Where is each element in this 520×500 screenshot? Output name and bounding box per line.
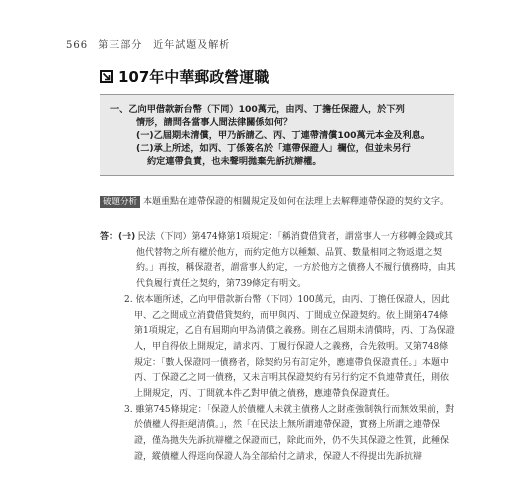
question-sub-2a: (二)承上所述，如丙、丁係簽名於「連帶保證人」欄位，但並未另行 [136, 143, 411, 154]
title-text: 107年中華郵政營運職 [118, 68, 270, 86]
answer-item [100, 403, 456, 466]
analysis-tag: 破題分析 [100, 196, 140, 208]
question-box [100, 94, 454, 176]
question-sub-1: (一)乙屆期未清償，甲乃訴請乙、丙、丁連帶清償100萬元本金及利息。 [136, 130, 431, 141]
answer-item-text: 3. 雖第745條規定：「保證人於債權人未就主債務人之財產強制執行而無效果前，對於債權人得拒絕清償。」，然「在民法上無所謂連帶保證，實務上所謂之連帶保證，僅為拋失先訴抗辯權之保證而已，除此而外，仍不失其保證之性質，此種保證，縱債權人得逕向保證人為全部給付之請求，保證人不得提出先訴抗辯 [124, 404, 455, 462]
answer-item-text: 2. 依本題所述，乙向甲借款新台幣（下同）100萬元，由丙、丁擔任保證人，因此甲、乙之間成立消費借貸契約，而甲與丙、丁間成立保證契約。依上開第474條第1項規定，乙自有屆期向甲為清償之義務。則在乙屆期未清償時，丙、丁為保證人，甲自得依上開規定，請求丙、丁履行保證人之義務，合先敘明。又第748條規定：「數人保證同一債務者，除契約另有訂定外，應連帶負保證責任。」本題中丙、丁保證乙之同一債務，又未言明其保證契約有另行約定不負連帶責任，則依上開規定，丙、丁間就本件乙對甲債之債務，應連帶負保證責任。 [124, 294, 455, 400]
running-header [66, 36, 230, 51]
analysis-section [100, 196, 454, 209]
question-line-2: 情形，請問各當事人間法律關係如何？ [136, 117, 293, 128]
answer-item-text: 1. 民法（下同）第474條第1項規定：「稱消費借貸者，謂當事人一方移轉金錢或其他代替物之所有權於他方，而約定他方以種類、品質、數量相同之物返還之契約。」再按，稱保證者，謂當事人約定，一方於他方之債務人不履行債務時，由其代負履行責任之契約，第739條定有明文。 [126, 232, 456, 290]
answer-section [100, 230, 456, 466]
arrow-square-icon [100, 70, 113, 83]
page-title [100, 66, 269, 87]
answer-tag: 答：(一) [100, 232, 136, 242]
question-line-1: 一、乙向甲借款新台幣（下同）100萬元，由丙、丁擔任保證人，於下列 [110, 104, 405, 115]
question-sub-2b: 約定連帶負責，也未聲明拋棄先訴抗辯權。 [147, 156, 322, 167]
page-number: 566 [66, 40, 89, 51]
analysis-text: 本題重點在連帶保證的相關規定及如何在法理上去解釋連帶保證的契約文字。 [143, 197, 450, 207]
answer-item [100, 230, 456, 293]
section-title: 第三部分 近年試題及解析 [98, 40, 231, 51]
answer-item [100, 293, 456, 403]
